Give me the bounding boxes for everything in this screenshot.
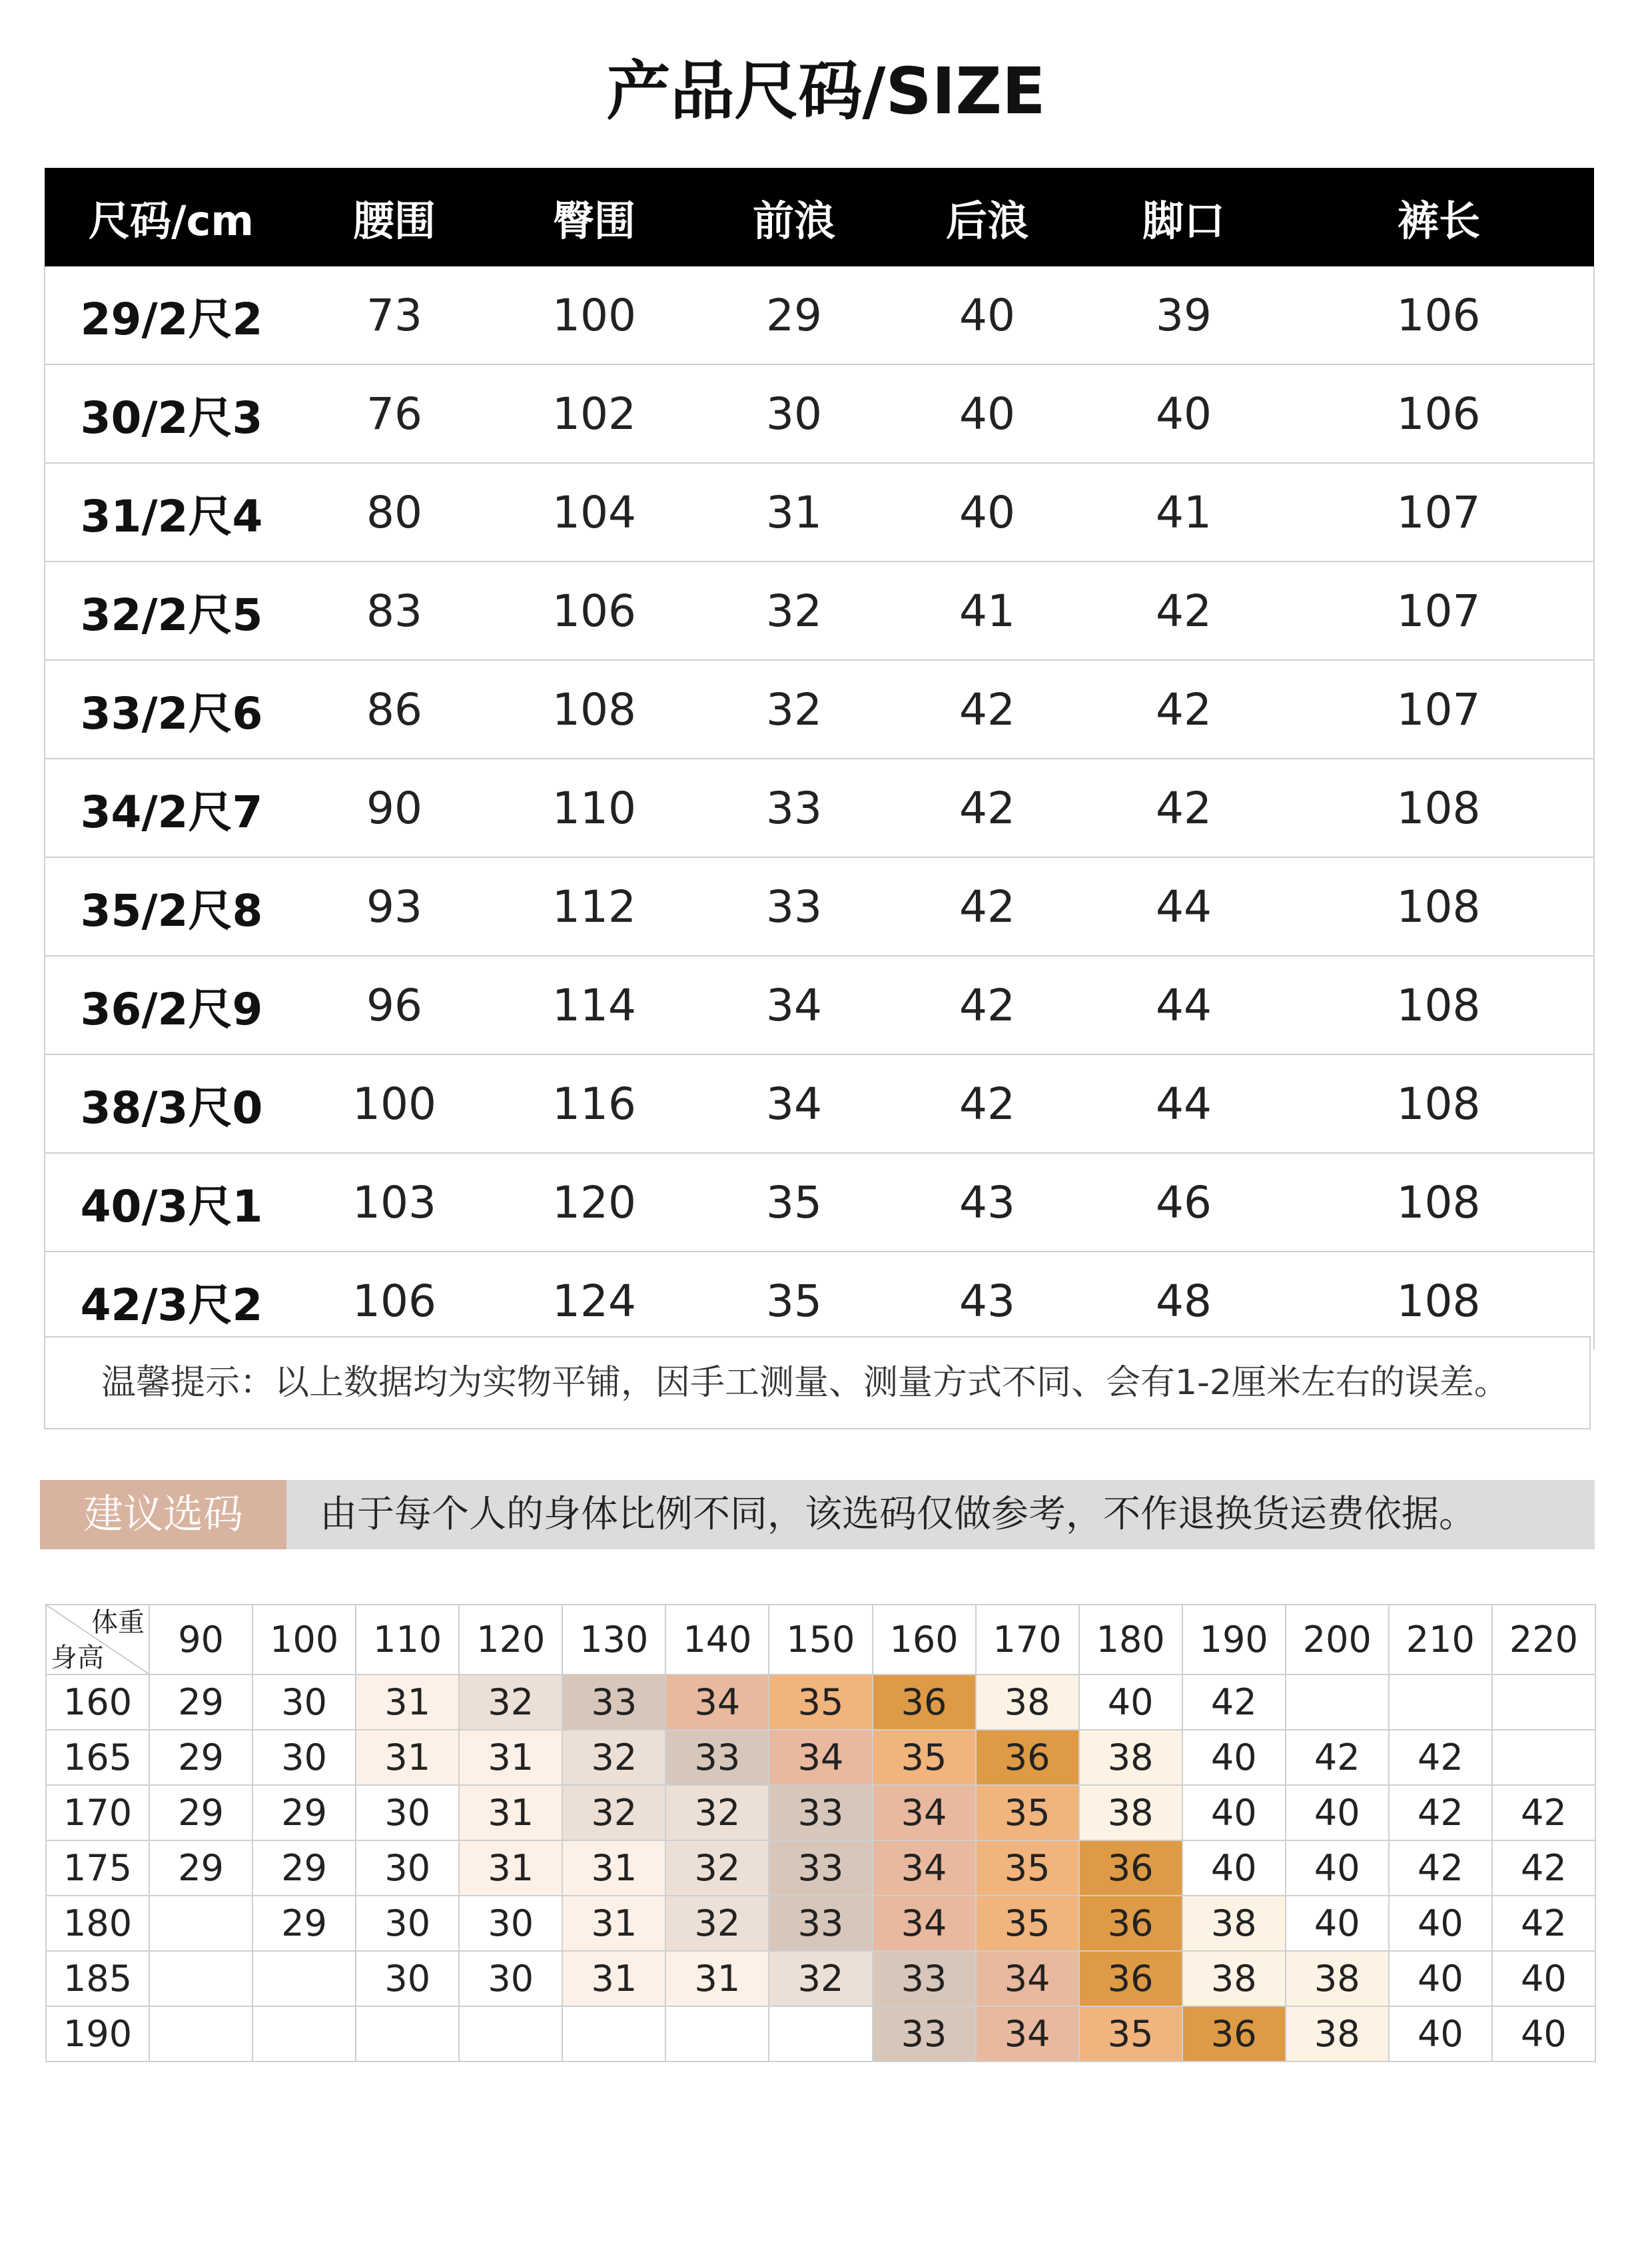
measurement-cell: 102 xyxy=(491,364,697,463)
measurement-cell: 46 xyxy=(1084,1153,1284,1252)
measurement-cell: 100 xyxy=(552,289,636,341)
table-row xyxy=(46,1896,1595,1951)
size-label-cell: 30/2尺3 xyxy=(45,364,298,463)
table-row xyxy=(46,2006,1595,2062)
size-label-cell: 35/2尺8 xyxy=(45,857,298,956)
measurement-cell: 39 xyxy=(1156,289,1212,341)
suggestion-text: 由于每个人的身体比例不同，该选码仅做参考，不作退换货运费依据。 xyxy=(320,1493,1476,1536)
height-header-cell: 160 xyxy=(46,1675,149,1730)
size-suggestion-cell: 29 xyxy=(149,1785,252,1840)
size-label-cell: 33/2尺6 xyxy=(45,660,298,759)
measurement-cell: 108 xyxy=(1284,956,1594,1054)
size-suggestion-cell: 32 xyxy=(665,1896,769,1951)
size-table-header-cell: 尺码/cm xyxy=(45,168,298,266)
size-suggestion-cell: 33 xyxy=(562,1675,665,1730)
measurement-cell: 34 xyxy=(697,1054,891,1153)
measurement-cell: 42 xyxy=(891,1054,1084,1153)
table-row xyxy=(46,1840,1595,1896)
size-suggestion-cell: 38 xyxy=(1182,1896,1286,1951)
size-suggestion-cell xyxy=(459,2006,562,2062)
size-suggestion-cell: 33 xyxy=(769,1896,872,1951)
size-suggestion-cell: 35 xyxy=(873,1730,976,1785)
size-suggestion-cell: 36 xyxy=(1079,1896,1182,1951)
measurement-cell: 108 xyxy=(1284,1252,1594,1349)
measurement-cell: 42 xyxy=(891,759,1084,857)
height-header-cell: 165 xyxy=(46,1730,149,1785)
measurement-cell: 33 xyxy=(697,857,891,956)
size-suggestion-cell: 42 xyxy=(1492,1896,1595,1951)
size-label-cell: 31/2尺4 xyxy=(45,463,298,562)
size-suggestion-cell: 40 xyxy=(1182,1785,1286,1840)
weight-header-cell: 220 xyxy=(1492,1605,1595,1675)
size-suggestion-cell: 38 xyxy=(1079,1785,1182,1840)
size-suggestion-cell: 36 xyxy=(1182,2006,1286,2062)
size-suggestion-cell xyxy=(665,2006,769,2062)
table-row xyxy=(45,562,1594,660)
size-suggestion-cell: 33 xyxy=(873,2006,976,2062)
measurement-cell: 32 xyxy=(697,562,891,660)
size-suggestion-cell: 40 xyxy=(1492,2006,1595,2062)
size-suggestion-cell: 42 xyxy=(1389,1785,1492,1840)
size-suggestion-cell: 33 xyxy=(873,1951,976,2006)
measurement-cell: 40 xyxy=(1084,364,1284,463)
measurement-cell: 114 xyxy=(491,956,697,1054)
weight-header-cell: 140 xyxy=(665,1605,769,1675)
size-suggestion-cell: 31 xyxy=(562,1896,665,1951)
weight-header-cell: 180 xyxy=(1079,1605,1182,1675)
measurement-cell: 48 xyxy=(1084,1252,1284,1349)
measurement-cell: 40 xyxy=(891,364,1084,463)
height-header-cell: 175 xyxy=(46,1840,149,1896)
measurement-cell: 30 xyxy=(697,364,891,463)
size-suggestion-cell: 31 xyxy=(459,1785,562,1840)
size-suggestion-cell: 33 xyxy=(665,1730,769,1785)
height-header-cell: 180 xyxy=(46,1896,149,1951)
page-title: 产品尺码/SIZE xyxy=(606,54,1046,129)
size-suggestion-cell: 35 xyxy=(976,1896,1079,1951)
size-suggestion-cell: 42 xyxy=(1286,1730,1389,1785)
size-table-header-cell: 裤长 xyxy=(1284,168,1594,266)
size-suggestion-cell xyxy=(1286,1675,1389,1730)
weight-header-cell: 110 xyxy=(356,1605,459,1675)
size-suggestion-cell xyxy=(252,2006,356,2062)
measurement-cell: 108 xyxy=(1284,1153,1594,1252)
size-suggestion-cell: 31 xyxy=(562,1951,665,2006)
size-table-header-cell: 后浪 xyxy=(891,168,1084,266)
table-row xyxy=(45,956,1594,1054)
measurement-cell: 110 xyxy=(491,759,697,857)
measurement-cell: 34 xyxy=(697,956,891,1054)
size-suggestion-cell xyxy=(1492,1730,1595,1785)
size-suggestion-cell: 42 xyxy=(1492,1840,1595,1896)
height-header-cell: 185 xyxy=(46,1951,149,2006)
size-suggestion-cell: 38 xyxy=(1182,1951,1286,2006)
size-suggestion-cell: 31 xyxy=(665,1951,769,2006)
size-suggestion-cell: 32 xyxy=(769,1951,872,2006)
size-label-cell: 42/3尺2 xyxy=(45,1252,298,1349)
weight-axis-label: 体重 xyxy=(91,1607,145,1638)
size-table-body xyxy=(45,266,1594,1349)
measurement-cell: 107 xyxy=(1284,463,1594,562)
size-suggestion-cell: 35 xyxy=(976,1785,1079,1840)
table-row xyxy=(45,1153,1594,1252)
size-suggestion-cell: 40 xyxy=(1389,1896,1492,1951)
weight-header-cell: 190 xyxy=(1182,1605,1286,1675)
height-header-cell: 170 xyxy=(46,1785,149,1840)
size-suggestion-cell: 30 xyxy=(356,1896,459,1951)
size-suggestion-cell: 31 xyxy=(459,1730,562,1785)
measurement-cell: 44 xyxy=(1084,857,1284,956)
size-suggestion-cell: 30 xyxy=(252,1675,356,1730)
weight-header-row xyxy=(46,1605,1595,1675)
size-suggestion-cell: 42 xyxy=(1492,1785,1595,1840)
table-row xyxy=(45,759,1594,857)
weight-header-cell: 130 xyxy=(562,1605,665,1675)
size-table-header-cell: 脚口 xyxy=(1084,168,1284,266)
height-header-cell: 190 xyxy=(46,2006,149,2062)
measurement-cell: 44 xyxy=(1084,1054,1284,1153)
measurement-cell: 31 xyxy=(697,463,891,562)
size-suggestion-cell: 32 xyxy=(665,1840,769,1896)
size-suggestion-cell: 30 xyxy=(356,1951,459,2006)
size-table xyxy=(44,168,1595,1349)
size-suggestion-cell: 32 xyxy=(665,1785,769,1840)
height-axis-label: 身高 xyxy=(51,1643,104,1673)
measurement-cell: 106 xyxy=(1284,364,1594,463)
measurement-cell: 93 xyxy=(298,857,491,956)
size-suggestion-cell: 34 xyxy=(769,1730,872,1785)
measurement-cell: 106 xyxy=(491,562,697,660)
table-row xyxy=(46,1675,1595,1730)
measurement-cell: 96 xyxy=(298,956,491,1054)
size-suggestion-cell: 42 xyxy=(1389,1730,1492,1785)
size-suggestion-cell: 29 xyxy=(252,1785,356,1840)
measurement-cell: 106 xyxy=(298,1252,491,1349)
size-table-header-cell: 臀围 xyxy=(491,168,697,266)
size-suggestion-cell: 32 xyxy=(459,1675,562,1730)
weight-header-cell: 90 xyxy=(149,1605,252,1675)
size-suggestion-cell: 30 xyxy=(356,1840,459,1896)
size-suggestion-cell xyxy=(356,2006,459,2062)
table-row xyxy=(46,1730,1595,1785)
measurement-cell: 44 xyxy=(1084,956,1284,1054)
size-label-cell: 29/2尺2 xyxy=(45,266,298,364)
table-row xyxy=(45,660,1594,759)
measurement-cell: 35 xyxy=(697,1252,891,1349)
size-label-cell: 34/2尺7 xyxy=(45,759,298,857)
size-suggestion-cell: 38 xyxy=(976,1675,1079,1730)
measurement-cell: 35 xyxy=(697,1153,891,1252)
size-suggestion-cell: 34 xyxy=(873,1896,976,1951)
size-suggestion-cell: 38 xyxy=(1286,1951,1389,2006)
size-suggestion-cell: 29 xyxy=(149,1730,252,1785)
recommendation-grid xyxy=(45,1604,1596,2062)
size-suggestion-cell: 31 xyxy=(562,1840,665,1896)
measurement-cell: 116 xyxy=(491,1054,697,1153)
measurement-cell: 106 xyxy=(1284,266,1594,364)
table-row xyxy=(46,1951,1595,2006)
suggestion-label: 建议选码 xyxy=(40,1480,286,1549)
measurement-cell: 42 xyxy=(891,857,1084,956)
table-row xyxy=(45,857,1594,956)
table-row xyxy=(45,1054,1594,1153)
measurement-cell: 40 xyxy=(959,289,1015,341)
size-suggestion-cell: 29 xyxy=(149,1840,252,1896)
table-row xyxy=(45,364,1594,463)
size-suggestion-cell: 35 xyxy=(769,1675,872,1730)
measurement-cell: 43 xyxy=(891,1153,1084,1252)
size-suggestion-cell: 31 xyxy=(356,1730,459,1785)
size-suggestion-cell: 42 xyxy=(1389,1840,1492,1896)
size-suggestion-cell: 36 xyxy=(873,1675,976,1730)
measurement-cell: 104 xyxy=(491,463,697,562)
measurement-cell: 43 xyxy=(891,1252,1084,1349)
size-suggestion-cell: 36 xyxy=(1079,1951,1182,2006)
size-suggestion-cell xyxy=(1389,1675,1492,1730)
weight-header-cell: 210 xyxy=(1389,1605,1492,1675)
measurement-cell: 76 xyxy=(298,364,491,463)
measurement-cell: 83 xyxy=(298,562,491,660)
size-suggestion-cell: 30 xyxy=(459,1951,562,2006)
size-suggestion-cell: 30 xyxy=(252,1730,356,1785)
measurement-cell: 124 xyxy=(491,1252,697,1349)
measurement-cell: 103 xyxy=(298,1153,491,1252)
size-suggestion-cell: 34 xyxy=(976,1951,1079,2006)
size-suggestion-cell: 40 xyxy=(1182,1840,1286,1896)
size-label-cell: 38/3尺0 xyxy=(45,1054,298,1153)
size-suggestion-cell xyxy=(252,1951,356,2006)
size-suggestion-cell: 30 xyxy=(459,1896,562,1951)
measurement-cell: 108 xyxy=(1284,1054,1594,1153)
measurement-cell: 108 xyxy=(1284,857,1594,956)
size-suggestion-cell: 29 xyxy=(252,1896,356,1951)
size-suggestion-cell: 32 xyxy=(562,1785,665,1840)
table-row xyxy=(45,266,1594,364)
size-suggestion-cell xyxy=(149,1896,252,1951)
size-suggestion-cell: 33 xyxy=(769,1840,872,1896)
size-suggestion-cell: 38 xyxy=(1079,1730,1182,1785)
size-label-cell: 36/2尺9 xyxy=(45,956,298,1054)
weight-header-cell: 150 xyxy=(769,1605,872,1675)
weight-header-cell: 200 xyxy=(1286,1605,1389,1675)
size-suggestion-cell: 36 xyxy=(976,1730,1079,1785)
size-suggestion-cell: 42 xyxy=(1182,1675,1286,1730)
table-row xyxy=(46,1785,1595,1840)
measurement-cell: 80 xyxy=(298,463,491,562)
measurement-cell: 40 xyxy=(891,463,1084,562)
suggestion-bar xyxy=(40,1480,1595,1549)
measurement-cell: 42 xyxy=(1084,562,1284,660)
table-row xyxy=(45,463,1594,562)
size-suggestion-cell: 34 xyxy=(976,2006,1079,2062)
measurement-cell: 42 xyxy=(891,660,1084,759)
measurement-cell: 42 xyxy=(1084,660,1284,759)
size-suggestion-cell: 40 xyxy=(1182,1730,1286,1785)
size-suggestion-cell: 29 xyxy=(252,1840,356,1896)
size-suggestion-cell: 33 xyxy=(769,1785,872,1840)
size-suggestion-cell: 32 xyxy=(562,1730,665,1785)
table-row xyxy=(45,1252,1594,1349)
size-suggestion-cell: 30 xyxy=(356,1785,459,1840)
measurement-cell: 41 xyxy=(891,562,1084,660)
measurement-cell: 42 xyxy=(891,956,1084,1054)
measurement-cell: 108 xyxy=(491,660,697,759)
size-table-header-cell: 腰围 xyxy=(298,168,491,266)
measurement-cell: 90 xyxy=(298,759,491,857)
size-suggestion-cell: 40 xyxy=(1389,1951,1492,2006)
size-suggestion-cell: 36 xyxy=(1079,1840,1182,1896)
size-label-cell: 40/3尺1 xyxy=(45,1153,298,1252)
measurement-cell: 107 xyxy=(1284,660,1594,759)
size-suggestion-cell: 31 xyxy=(459,1840,562,1896)
grid-corner xyxy=(46,1605,149,1675)
size-suggestion-cell xyxy=(1492,1675,1595,1730)
measurement-cell: 112 xyxy=(491,857,697,956)
measurement-cell: 73 xyxy=(366,289,422,341)
size-suggestion-cell: 40 xyxy=(1079,1675,1182,1730)
measurement-cell: 100 xyxy=(298,1054,491,1153)
measurement-tip: 温馨提示：以上数据均为实物平铺，因手工测量、测量方式不同、会有1-2厘米左右的误差。 xyxy=(44,1336,1591,1429)
size-suggestion-cell: 40 xyxy=(1286,1785,1389,1840)
size-table-header-cell: 前浪 xyxy=(697,168,891,266)
weight-header-cell: 160 xyxy=(873,1605,976,1675)
size-suggestion-cell: 31 xyxy=(356,1675,459,1730)
size-label-cell: 32/2尺5 xyxy=(45,562,298,660)
size-suggestion-cell: 34 xyxy=(665,1675,769,1730)
size-suggestion-cell xyxy=(562,2006,665,2062)
measurement-cell: 108 xyxy=(1284,759,1594,857)
measurement-cell: 32 xyxy=(697,660,891,759)
size-suggestion-cell: 34 xyxy=(873,1840,976,1896)
size-suggestion-cell xyxy=(769,2006,872,2062)
size-suggestion-cell: 40 xyxy=(1492,1951,1595,2006)
measurement-cell: 41 xyxy=(1084,463,1284,562)
weight-header-cell: 100 xyxy=(252,1605,356,1675)
size-suggestion-cell xyxy=(149,1951,252,2006)
size-suggestion-cell: 35 xyxy=(1079,2006,1182,2062)
size-suggestion-cell: 29 xyxy=(149,1675,252,1730)
size-suggestion-cell: 34 xyxy=(873,1785,976,1840)
size-suggestion-cell: 38 xyxy=(1286,2006,1389,2062)
size-suggestion-cell: 40 xyxy=(1286,1840,1389,1896)
measurement-cell: 33 xyxy=(697,759,891,857)
measurement-cell: 107 xyxy=(1284,562,1594,660)
size-suggestion-cell: 35 xyxy=(976,1840,1079,1896)
weight-header-cell: 120 xyxy=(459,1605,562,1675)
size-table-header xyxy=(45,168,1594,266)
measurement-cell: 29 xyxy=(766,289,822,341)
measurement-cell: 120 xyxy=(491,1153,697,1252)
size-suggestion-cell: 40 xyxy=(1286,1896,1389,1951)
measurement-cell: 86 xyxy=(298,660,491,759)
measurement-cell: 42 xyxy=(1084,759,1284,857)
size-suggestion-cell xyxy=(149,2006,252,2062)
size-suggestion-cell: 40 xyxy=(1389,2006,1492,2062)
weight-header-cell: 170 xyxy=(976,1605,1079,1675)
